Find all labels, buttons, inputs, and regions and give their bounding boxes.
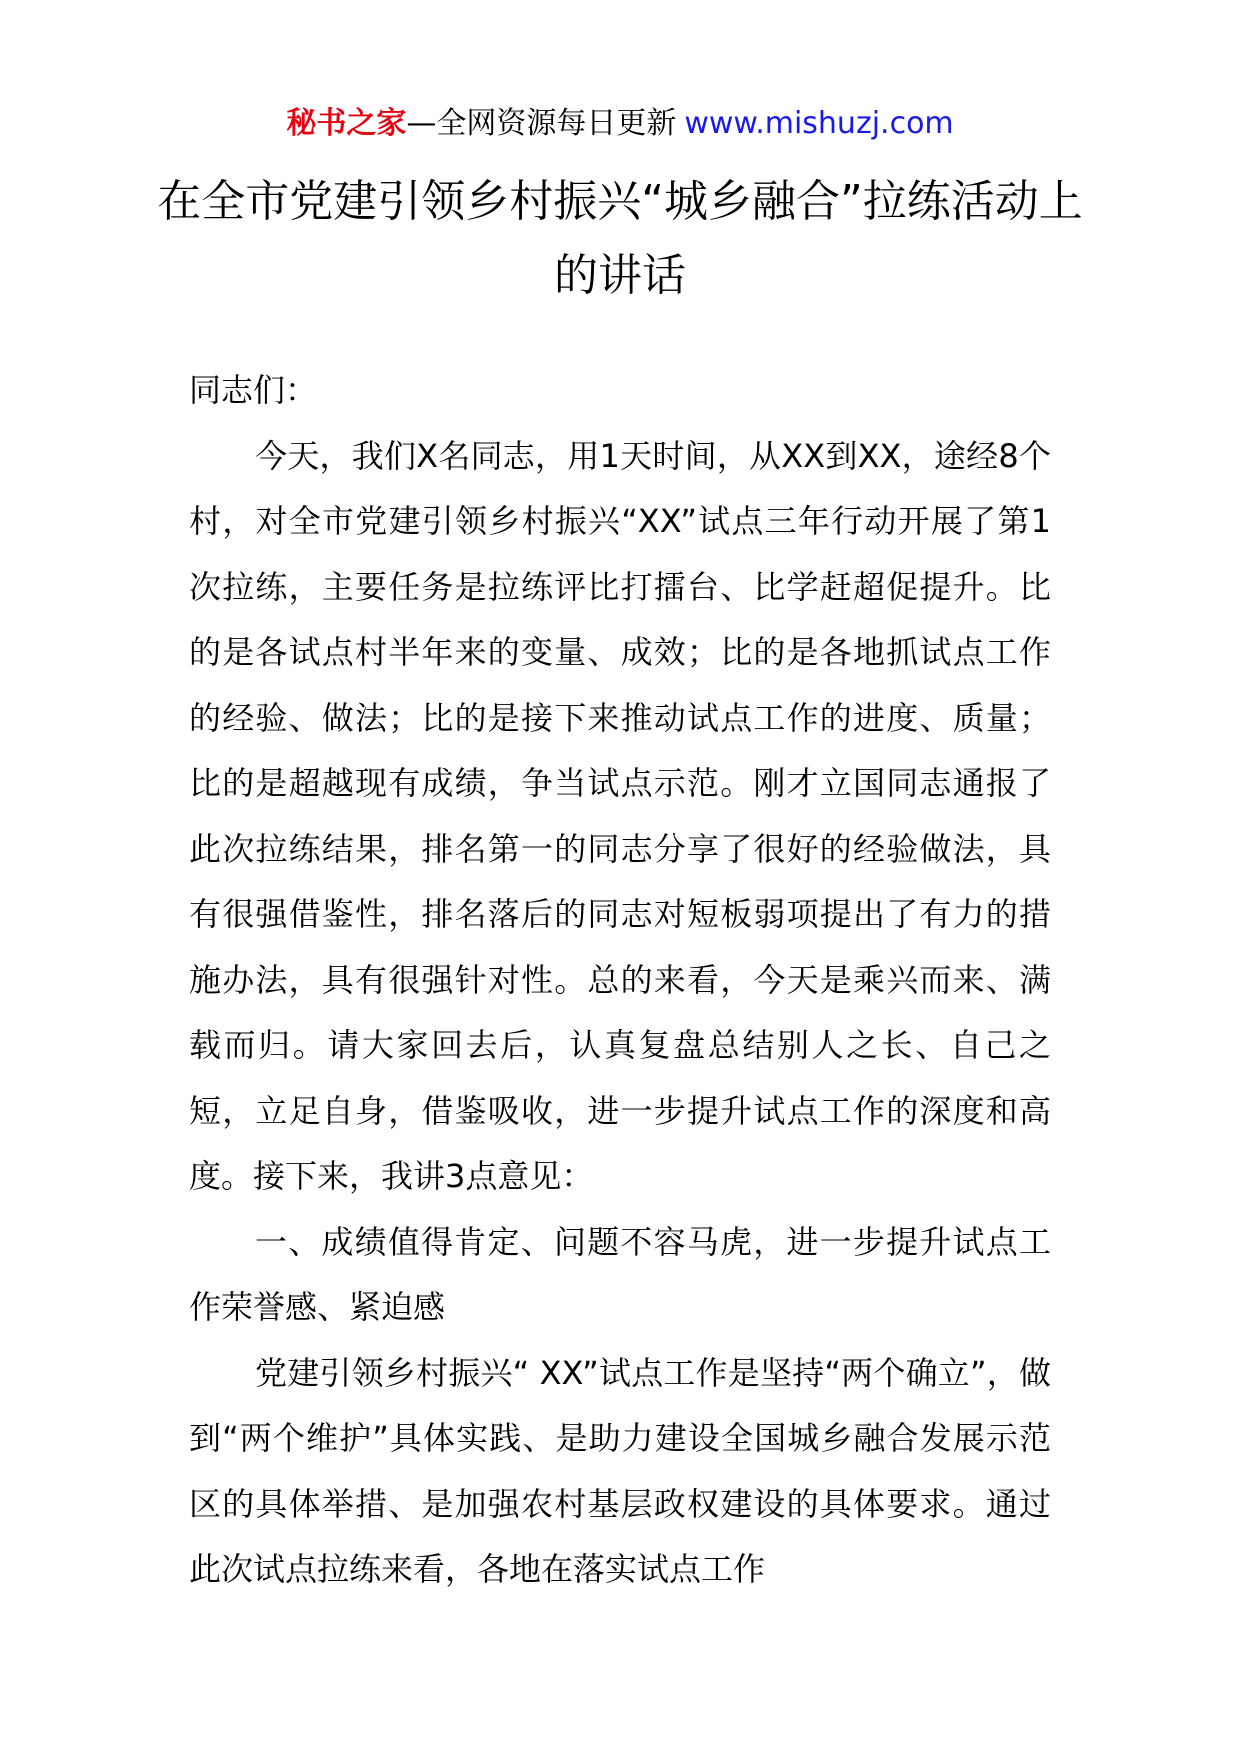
salutation: 同志们： [189,371,318,409]
body-paragraph: 党建引领乡村振兴“ XX”试点工作是坚持“两个确立”，做到“两个维护”具体实践、是助力建设全国城乡融合发展示范区的具体举措、是加强农村基层政权建设的具体要求。通过此次试点拉练来看，各地在落实试点工作 [189,1353,1051,1588]
brand-name: 秘书之家 [286,106,407,141]
document-title: 在全市党建引领乡村振兴“城乡融合”拉练活动上的讲话 [157,176,1083,301]
header-tagline: —全网资源每日更新 [406,106,677,141]
body-paragraph: 今天，我们X名同志，用1天时间，从XX到XX，途经8个村，对全市党建引领乡村振兴“XX”试点三年行动开展了第1次拉练，主要任务是拉练评比打擂台、比学赶超促提升。比的是各试点村半年来的变量、成效；比的是各地抓试点工作的经验、做法；比的是接下来推动试点工作的进度、质量；比的是超越现有成绩，争当试点示范。刚才立国同志通报了此次拉练结果，排名第一的同志分享了很好的经验做法，具有很强借鉴性，排名落后的同志对短板弱项提出了有力的措施办法，具有很强针对性。总的来看，今天是乘兴而来、满载而归。请大家回去后，认真复盘总结别人之长、自己之短，立足自身，借鉴吸收，进一步提升试点工作的深度和高度。接下来，我讲3点意见： [189,436,1051,1195]
site-header [0,104,1240,144]
site-url-link[interactable]: www.mishuzj.com [684,106,954,141]
section-heading: 一、成绩值得肯定、问题不容马虎，进一步提升试点工作荣誉感、紧迫感 [189,1222,1051,1326]
document-body [189,358,1051,1603]
